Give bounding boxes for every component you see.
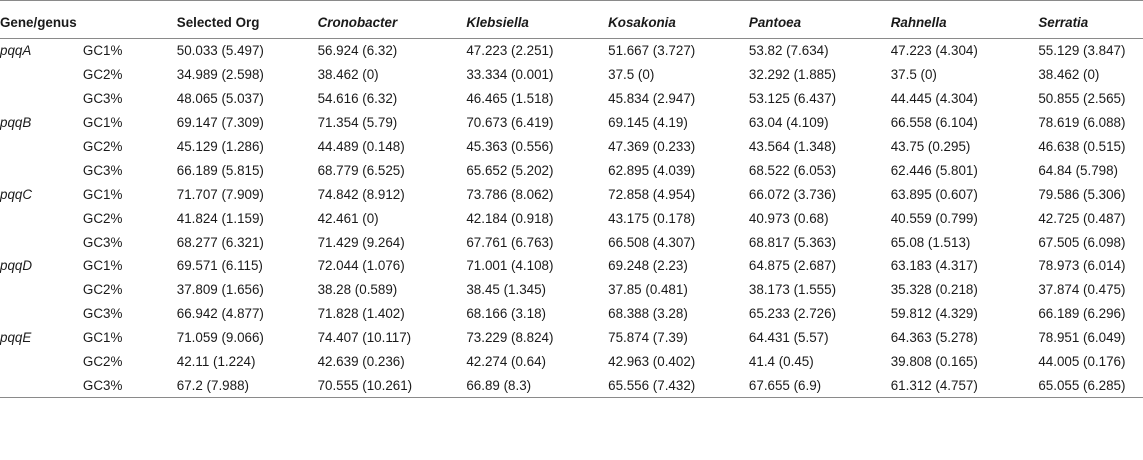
value-cell: 71.354 (5.79) — [317, 115, 398, 131]
header-row — [0, 6, 1143, 39]
value-cell: 43.175 (0.178) — [608, 210, 696, 226]
value-cell: 78.951 (6.049) — [1038, 330, 1126, 346]
value-cell: 66.508 (4.307) — [608, 234, 696, 250]
value-cell: 71.707 (7.909) — [176, 186, 264, 202]
table-row — [0, 158, 1143, 182]
table-row — [0, 111, 1143, 135]
header-kosakonia: Kosakonia — [608, 6, 749, 39]
value-cell: 53.82 (7.634) — [748, 43, 829, 59]
value-cell: 47.223 (4.304) — [890, 43, 978, 59]
value-cell: 74.842 (8.912) — [317, 186, 405, 202]
value-cell: 79.586 (5.306) — [1038, 186, 1126, 202]
table-row — [0, 87, 1143, 111]
value-cell: 65.08 (1.513) — [890, 234, 971, 250]
metric-cell: GC2% — [82, 67, 123, 83]
value-cell: 67.655 (6.9) — [749, 373, 891, 397]
table-row — [0, 302, 1143, 326]
gene-cell — [0, 278, 83, 302]
value-cell: 67.761 (6.763) — [466, 234, 554, 250]
value-cell: 78.619 (6.088) — [1038, 115, 1126, 131]
value-cell: 62.446 (5.801) — [890, 162, 978, 178]
value-cell: 75.874 (7.39) — [608, 330, 688, 346]
value-cell: 68.166 (3.18) — [466, 306, 547, 322]
value-cell: 64.84 (5.798) — [1038, 162, 1119, 178]
value-cell: 63.04 (4.109) — [748, 115, 829, 131]
gene-cell — [0, 230, 83, 254]
value-cell: 68.522 (6.053) — [748, 162, 837, 178]
gene-cell — [0, 135, 83, 159]
value-cell: 68.817 (5.363) — [748, 234, 837, 250]
value-cell: 64.875 (2.687) — [748, 258, 837, 274]
table-row — [0, 254, 1143, 278]
metric-cell: GC1% — [82, 186, 123, 202]
value-cell: 42.461 (0) — [317, 210, 379, 226]
value-cell: 48.065 (5.037) — [176, 91, 264, 107]
value-cell: 67.2 (7.988) — [177, 373, 318, 397]
value-cell: 46.638 (0.515) — [1038, 139, 1126, 154]
value-cell: 73.229 (8.824) — [466, 330, 554, 346]
metric-cell: GC2% — [82, 210, 123, 226]
value-cell: 59.812 (4.329) — [890, 306, 978, 322]
header-rahnella: Rahnella — [891, 6, 1039, 39]
table-row — [0, 350, 1143, 374]
value-cell: 64.363 (5.278) — [890, 330, 978, 346]
value-cell: 69.147 (7.309) — [176, 115, 264, 131]
value-cell: 42.963 (0.402) — [608, 354, 696, 370]
metric-cell: GC1% — [82, 43, 123, 59]
value-cell: 38.28 (0.589) — [317, 282, 398, 298]
gene-cell: pqqC — [0, 186, 33, 202]
value-cell: 44.445 (4.304) — [890, 91, 978, 107]
table-row — [0, 182, 1143, 206]
value-cell: 38.173 (1.555) — [748, 282, 837, 298]
metric-cell: GC2% — [82, 282, 123, 298]
value-cell: 70.673 (6.419) — [466, 115, 554, 131]
metric-cell: GC3% — [82, 234, 123, 250]
value-cell: 65.055 (6.285) — [1038, 373, 1143, 397]
metric-cell: GC1% — [82, 115, 123, 131]
table-row — [0, 373, 1143, 397]
value-cell: 42.11 (1.224) — [176, 354, 256, 370]
value-cell: 68.779 (6.525) — [317, 162, 405, 178]
metric-cell: GC2% — [82, 139, 123, 154]
value-cell: 37.5 (0) — [890, 67, 937, 83]
value-cell: 42.184 (0.918) — [466, 210, 554, 226]
value-cell: 42.639 (0.236) — [317, 354, 405, 370]
value-cell: 45.129 (1.286) — [176, 139, 264, 154]
value-cell: 69.571 (6.115) — [176, 258, 263, 274]
metric-cell: GC3% — [82, 91, 123, 107]
value-cell: 72.858 (4.954) — [608, 186, 696, 202]
gene-cell: pqqB — [0, 115, 32, 131]
value-cell: 71.059 (9.066) — [176, 330, 264, 346]
value-cell: 66.89 (8.3) — [466, 373, 608, 397]
value-cell: 65.652 (5.202) — [466, 162, 554, 178]
header-serratia: Serratia — [1038, 6, 1143, 39]
value-cell: 44.005 (0.176) — [1038, 354, 1126, 370]
value-cell: 42.274 (0.64) — [466, 354, 547, 370]
header-pantoea: Pantoea — [749, 6, 891, 39]
value-cell: 39.808 (0.165) — [890, 354, 978, 370]
value-cell: 69.248 (2.23) — [608, 258, 688, 274]
table-row — [0, 326, 1143, 350]
value-cell: 47.223 (2.251) — [466, 43, 554, 59]
value-cell: 37.809 (1.656) — [176, 282, 264, 298]
value-cell: 66.189 (6.296) — [1038, 306, 1126, 322]
gene-cell — [0, 206, 83, 230]
value-cell: 51.667 (3.727) — [608, 43, 696, 59]
gene-cell — [0, 63, 83, 87]
value-cell: 78.973 (6.014) — [1038, 258, 1126, 274]
header-selected-org: Selected Org — [177, 6, 318, 39]
value-cell: 62.895 (4.039) — [608, 162, 696, 178]
value-cell: 65.233 (2.726) — [748, 306, 837, 322]
value-cell: 74.407 (10.117) — [317, 330, 412, 346]
value-cell: 45.363 (0.556) — [466, 139, 554, 154]
value-cell: 68.277 (6.321) — [176, 234, 264, 250]
value-cell: 40.559 (0.799) — [890, 210, 978, 226]
value-cell: 43.564 (1.348) — [748, 139, 837, 154]
gene-cell: pqqD — [0, 258, 33, 274]
value-cell: 32.292 (1.885) — [748, 67, 837, 83]
value-cell: 38.45 (1.345) — [466, 282, 547, 298]
metric-cell: GC3% — [82, 162, 123, 178]
value-cell: 46.465 (1.518) — [466, 91, 554, 107]
value-cell: 43.75 (0.295) — [890, 139, 971, 154]
value-cell: 69.145 (4.19) — [608, 115, 688, 131]
table-row — [0, 278, 1143, 302]
value-cell: 35.328 (0.218) — [890, 282, 978, 298]
value-cell: 50.855 (2.565) — [1038, 91, 1126, 107]
value-cell: 53.125 (6.437) — [748, 91, 837, 107]
gene-cell: pqqE — [0, 330, 32, 346]
value-cell: 34.989 (2.598) — [176, 67, 264, 83]
gene-cell — [0, 87, 83, 111]
value-cell: 71.828 (1.402) — [317, 306, 405, 322]
metric-cell: GC1% — [82, 258, 123, 274]
header-cronobacter: Cronobacter — [318, 6, 467, 39]
metric-cell: GC3% — [83, 373, 177, 397]
gc-content-table — [0, 6, 1143, 398]
value-cell: 37.85 (0.481) — [608, 282, 688, 298]
value-cell: 37.5 (0) — [608, 67, 655, 83]
table-body — [0, 39, 1143, 398]
value-cell: 42.725 (0.487) — [1038, 210, 1126, 226]
value-cell: 70.555 (10.261) — [318, 373, 467, 397]
value-cell: 67.505 (6.098) — [1038, 234, 1126, 250]
value-cell: 63.183 (4.317) — [890, 258, 978, 274]
table-row — [0, 135, 1143, 159]
value-cell: 50.033 (5.497) — [176, 43, 264, 59]
metric-cell: GC1% — [82, 330, 123, 346]
value-cell: 72.044 (1.076) — [317, 258, 405, 274]
table-row — [0, 63, 1143, 87]
value-cell: 65.556 (7.432) — [608, 373, 749, 397]
value-cell: 44.489 (0.148) — [317, 139, 405, 154]
metric-cell: GC2% — [82, 354, 123, 370]
value-cell: 64.431 (5.57) — [748, 330, 829, 346]
value-cell: 71.429 (9.264) — [317, 234, 405, 250]
value-cell: 63.895 (0.607) — [890, 186, 978, 202]
value-cell: 41.824 (1.159) — [176, 210, 264, 226]
value-cell: 66.558 (6.104) — [890, 115, 978, 131]
value-cell: 66.072 (3.736) — [748, 186, 837, 202]
value-cell: 47.369 (0.233) — [608, 139, 696, 154]
value-cell: 33.334 (0.001) — [466, 67, 554, 83]
value-cell: 73.786 (8.062) — [466, 186, 554, 202]
gene-cell: pqqA — [0, 43, 32, 59]
value-cell: 54.616 (6.32) — [317, 91, 398, 107]
value-cell: 61.312 (4.757) — [891, 373, 1039, 397]
gene-cell — [0, 373, 83, 397]
table-row — [0, 230, 1143, 254]
value-cell: 38.462 (0) — [317, 67, 379, 83]
top-rule — [0, 0, 1143, 1]
header-gene-genus: Gene/genus — [0, 6, 177, 39]
gene-cell — [0, 302, 83, 326]
value-cell: 40.973 (0.68) — [748, 210, 829, 226]
header-klebsiella: Klebsiella — [466, 6, 608, 39]
metric-cell: GC3% — [82, 306, 123, 322]
value-cell: 41.4 (0.45) — [748, 354, 814, 370]
table-row — [0, 39, 1143, 63]
value-cell: 45.834 (2.947) — [608, 91, 696, 107]
value-cell: 66.942 (4.877) — [176, 306, 264, 322]
value-cell: 68.388 (3.28) — [608, 306, 688, 322]
value-cell: 55.129 (3.847) — [1038, 43, 1126, 59]
value-cell: 66.189 (5.815) — [176, 162, 264, 178]
value-cell: 56.924 (6.32) — [317, 43, 398, 59]
table-row — [0, 206, 1143, 230]
value-cell: 37.874 (0.475) — [1038, 282, 1126, 298]
value-cell: 38.462 (0) — [1038, 67, 1100, 83]
value-cell: 71.001 (4.108) — [466, 258, 554, 274]
gene-cell — [0, 350, 83, 374]
gene-cell — [0, 158, 83, 182]
